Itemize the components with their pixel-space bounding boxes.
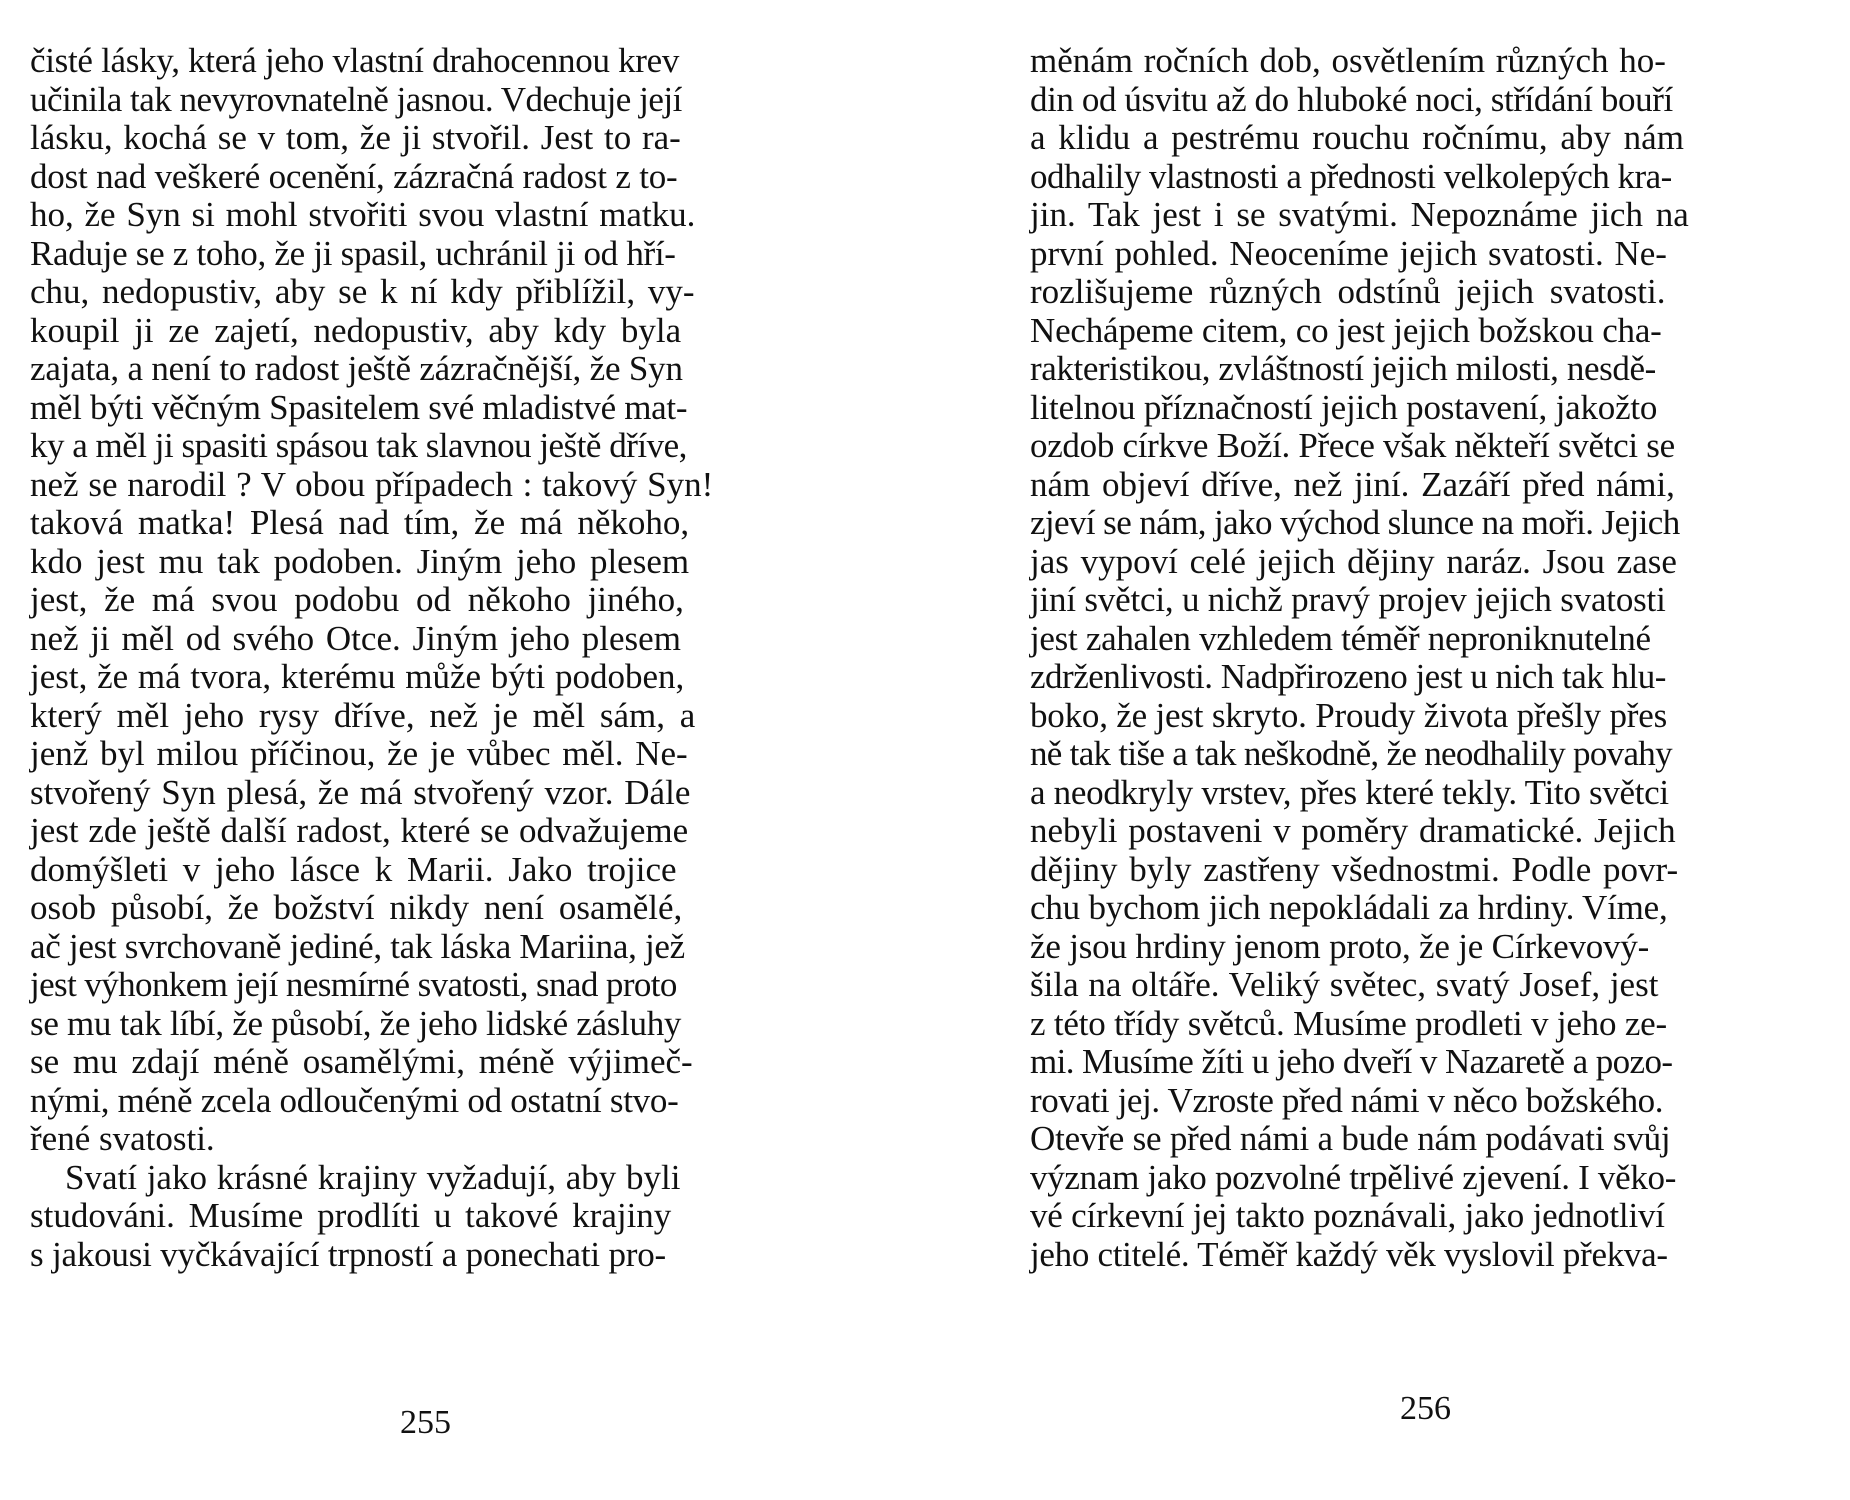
- text-line: význam jako pozvolné trpělivé zjevení. I věko-: [1030, 1157, 1677, 1197]
- right-page-text: [1030, 42, 1689, 1274]
- page-number: 256: [1400, 1390, 1451, 1427]
- text-line: ně tak tiše a tak neškodně, že neodhalily povahy: [1030, 734, 1672, 773]
- text-line: jest, že má svou podobu od někoho jiného,: [30, 580, 684, 619]
- text-line: ho, že Syn si mohl stvořiti svou vlastní matku.: [30, 195, 696, 234]
- text-line: stvořený Syn plesá, že má stvořený vzor. Dále: [30, 772, 691, 812]
- text-line: taková matka! Plesá nad tím, že má někoho,: [30, 503, 690, 542]
- text-line: zjeví se nám, jako východ slunce na moři. Jejich: [1030, 503, 1680, 542]
- text-line: dost nad veškeré ocenění, zázračná radost z to-: [30, 156, 678, 196]
- text-line: nými, méně zcela odloučenými od ostatní stvo-: [30, 1080, 679, 1120]
- text-line: zdrženlivosti. Nadpřirozeno jest u nich tak hlu-: [1030, 657, 1666, 696]
- text-line: kdo jest mu tak podoben. Jiným jeho plesem: [30, 541, 690, 581]
- text-line: jenž byl milou příčinou, že je vůbec měl. Ne-: [30, 734, 688, 773]
- text-line: dějiny byly zastřeny všednostmi. Podle povr-: [1030, 849, 1679, 889]
- text-line: a klidu a pestrému rouchu ročnímu, aby nám: [1030, 118, 1684, 157]
- text-line: a neodkryly vrstev, přes které tekly. Tito světci: [1030, 772, 1669, 812]
- left-page-text: [30, 42, 713, 1274]
- text-line: Svatí jako krásné krajiny vyžadují, aby byli: [65, 1157, 681, 1197]
- text-line: koupil ji ze zajetí, nedopustiv, aby kdy byla: [30, 310, 682, 350]
- text-line: měl býti věčným Spasitelem své mladistvé mat-: [30, 387, 688, 427]
- text-line: že jsou hrdiny jenom proto, že je Církevový-: [1030, 926, 1650, 966]
- text-line: Nechápeme citem, co jest jejich božskou cha-: [1030, 310, 1662, 350]
- text-line: než ji měl od svého Otce. Jiným jeho plesem: [30, 618, 681, 658]
- text-line: ač jest svrchovaně jediné, tak láska Mariina, jež: [30, 926, 685, 966]
- text-line: z této třídy světců. Musíme prodleti v jeho ze-: [1030, 1003, 1667, 1043]
- text-line: se mu zdají méně osamělými, méně výjimeč-: [30, 1042, 693, 1081]
- text-line: jin. Tak jest i se svatými. Nepoznáme jich na: [1030, 195, 1689, 234]
- page-number: 255: [400, 1404, 451, 1441]
- text-line: vé církevní jej takto poznávali, jako jednotliví: [1030, 1196, 1665, 1235]
- text-line: odhalily vlastnosti a přednosti velkolepých kra-: [1030, 156, 1672, 196]
- text-line: rozlišujeme různých odstínů jejich svatosti.: [1030, 272, 1666, 311]
- text-line: din od úsvitu až do hluboké noci, střídání bouří: [1030, 79, 1673, 119]
- text-line: čisté lásky, která jeho vlastní drahocennou krev: [30, 41, 680, 80]
- text-line: řené svatosti.: [30, 1119, 215, 1158]
- text-line: jest zde ještě další radost, které se odvažujeme: [30, 811, 689, 850]
- text-line: chu bychom jich nepokládali za hrdiny. Víme,: [1030, 888, 1668, 927]
- text-line: jas vypoví celé jejich dějiny naráz. Jsou zase: [1030, 541, 1677, 581]
- text-line: se mu tak líbí, že působí, že jeho lidské zásluhy: [30, 1003, 682, 1043]
- text-line: zajata, a není to radost ještě zázračnější, že Syn: [30, 349, 683, 388]
- text-line: učinila tak nevyrovnatelně jasnou. Vdechuje její: [30, 79, 682, 119]
- text-line: jiní světci, u nichž pravý projev jejich svatosti: [1030, 580, 1666, 619]
- text-line: jest zahalen vzhledem téměř neproniknutelné: [1030, 618, 1651, 658]
- text-line: měnám ročních dob, osvětlením různých ho-: [1030, 41, 1666, 80]
- text-line: osob působí, že božství nikdy není osamělé,: [30, 888, 683, 927]
- text-line: mi. Musíme žíti u jeho dveří v Nazaretě a pozo-: [1030, 1042, 1673, 1081]
- text-line: domýšleti v jeho lásce k Marii. Jako trojice: [30, 849, 677, 889]
- text-line: šila na oltáře. Veliký světec, svatý Josef, jest: [1030, 965, 1659, 1004]
- text-line: Otevře se před námi a bude nám podávati svůj: [1030, 1119, 1671, 1158]
- text-line: první pohled. Neoceníme jejich svatosti. Ne-: [1030, 233, 1667, 273]
- text-line: jest, že má tvora, kterému může býti podoben,: [30, 657, 685, 696]
- text-line: Raduje se z toho, že ji spasil, uchránil ji od hří-: [30, 233, 676, 273]
- text-line: studováni. Musíme prodlíti u takové krajiny: [30, 1196, 672, 1235]
- text-line: rovati jej. Vzroste před námi v něco božského.: [1030, 1080, 1664, 1120]
- text-line: rakteristikou, zvláštností jejich milosti, nesdě-: [1030, 349, 1656, 388]
- text-line: ky a měl ji spasiti spásou tak slavnou ještě dříve,: [30, 426, 687, 465]
- text-line: boko, že jest skryto. Proudy života přešly přes: [1030, 695, 1668, 735]
- text-line: s jakousi vyčkávající trpností a ponechati pro-: [30, 1234, 666, 1274]
- text-line: než se narodil ? V obou případech : takový Syn!: [30, 464, 714, 504]
- text-line: nám objeví dříve, než jiní. Zazáří před námi,: [1030, 464, 1675, 504]
- text-line: lásku, kochá se v tom, že ji stvořil. Jest to ra-: [30, 118, 681, 157]
- text-line: jeho ctitelé. Téměř každý věk vyslovil překva-: [1030, 1234, 1668, 1274]
- text-line: ozdob církve Boží. Přece však někteří světci se: [1030, 426, 1675, 465]
- text-line: litelnou příznačností jejich postavení, jakožto: [1030, 387, 1658, 427]
- text-line: nebyli postaveni v poměry dramatické. Jejich: [1030, 811, 1676, 850]
- text-line: který měl jeho rysy dříve, než je měl sám, a: [30, 695, 696, 735]
- text-line: chu, nedopustiv, aby se k ní kdy přiblížil, vy-: [30, 272, 695, 311]
- text-line: jest výhonkem její nesmírné svatosti, snad proto: [30, 965, 677, 1004]
